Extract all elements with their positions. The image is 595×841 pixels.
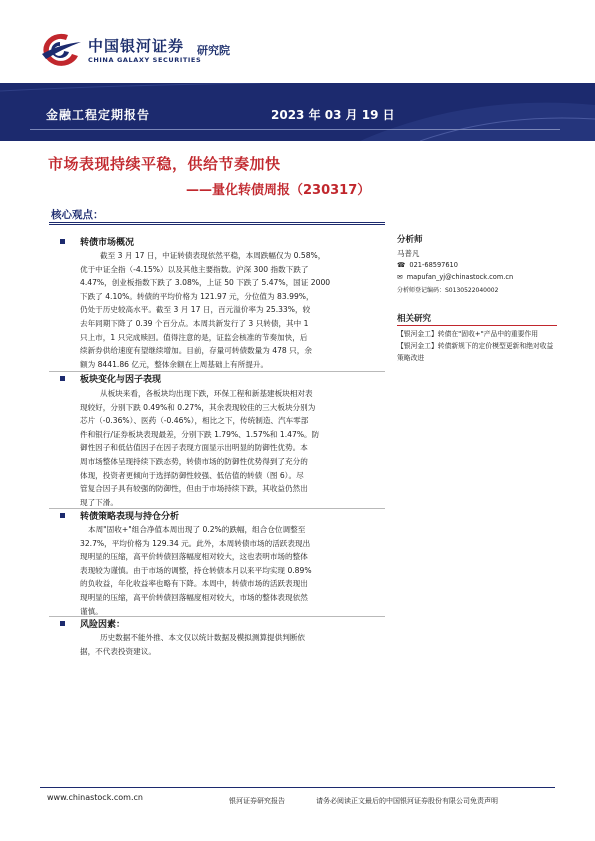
related-research-item[interactable]: 【银河金工】转债新规下的定价模型更新和绝对收益策略改进 [397,342,554,362]
analyst-phone: 021-68597610 [409,261,458,269]
footer-rule [40,787,555,788]
analyst-label: 分析师 [397,235,423,245]
header-banner [0,83,595,141]
email-icon: ✉ [397,273,403,281]
body-line: 截至 3 月 17 日，中证转债表现依然平稳，本周跌幅仅为 0.58%， [100,251,326,260]
section-bullet-icon [60,239,65,244]
body-line: 现明显的压缩，高平价转债回落幅度相对较大，这也表明市场的整体 [80,552,308,562]
body-line: 续新券供给速度有望继续增加。目前，存量可转债数量为 478 只，余 [80,346,312,356]
body-line: 4.47%，创业板指数下跌了 3.08%，上证 50 下跌了 5.47%，国证 2000 [80,278,331,288]
body-line: 体现，投资者更倾向于选择防御性较强、低估值的转债（图 6）。尽 [80,470,304,480]
body-line: 御性因子和低估值因子在因子表现方面显示出明显的防御性优势。本 [80,443,308,453]
body-line: 只上市，1 只完成赎回。值得注意的是，证监会核准的节奏加快，后 [80,332,308,342]
body-line: 谨慎。 [80,606,103,616]
related-rule [397,325,557,326]
banner-rule [30,129,560,130]
footer-series: 银河证券研究报告 [229,797,285,805]
body-line: 从板块来看，各板块均出现下跌，环保工程和新基建板块相对表 [100,389,313,398]
section-heading-sectors: 板块变化与因子表现 [80,375,162,385]
section-body-sectors [80,387,383,509]
body-line: 现明显的压缩，高平价转债回落幅度相对较大，市场的整体表现依然 [80,592,308,602]
footer-website-link[interactable]: www.chinastock.com.cn [47,793,143,802]
body-line: 现较好，分别下跌 0.49%和 0.27%，其余表现较佳的三大板块分别为 [80,402,316,412]
institute-label: 研究院 [197,44,230,57]
analyst-phone-row [397,261,458,269]
section-bullet-icon [60,513,65,518]
core-rule [49,222,385,223]
body-line: 优于中证全指（-4.15%）以及其他主要指数。沪深 300 指数下跌了 [80,264,309,274]
footer-disclaimer: 请务必阅读正文最后的中国银河证券股份有限公司免责声明 [316,797,498,805]
section-heading-market: 转债市场概况 [80,238,135,248]
body-line: 本周"固收+"组合净值本周出现了 0.2%的跌幅，组合仓位调整至 [88,525,306,534]
core-views-label: 核心观点： [51,209,104,221]
body-line: 历史数据不能外推、本文仅以统计数据及模拟测算提供判断依 [100,633,306,642]
core-rule-2 [49,224,385,225]
report-subtitle: ——量化转债周报（230317） [186,183,371,198]
body-line: 额为 8441.86 亿元，整体余额在上周基础上有所提升。 [80,359,269,369]
body-line: 下跌了 4.10%。转债的平均价格为 121.97 元，分位值为 83.99%， [80,291,314,301]
body-line: 仍处于历史较高水平。截至 3 月 17 日，百元溢价率为 25.33%，较 [80,305,311,315]
body-line: 32.7%，平均价格为 129.34 元。此外，本周转债市场的活跃表现出 [80,538,311,548]
section-heading-strategy: 转债策略表现与持仓分析 [80,512,180,522]
brand-name-cn: 中国银河证券 [88,37,185,55]
body-line: 据，不代表投资建议。 [80,646,156,656]
galaxy-logo-icon [38,30,82,70]
body-line: 管复合因子具有较强的防御性，但由于市场持续下跌，其收益仍然出 [80,484,308,494]
brand-name-en: CHINA GALAXY SECURITIES [88,56,202,64]
body-line: 周市场整体呈现持续下跌态势，转债市场的防御性优势得到了充分的 [80,456,308,466]
analyst-name: 马普凡 [397,249,420,258]
report-date: 2023 年 03 月 19 日 [271,108,395,122]
report-type: 金融工程定期报告 [46,108,151,122]
analyst-email-row [397,273,513,281]
body-line: 去年同期下降了 0.39 个百分点。本周共新发行了 3 只转债，其中 1 [80,318,309,328]
body-line: 的负收益，年化收益率也略有下降。本周中，转债市场的活跃表现出 [80,579,308,589]
related-research-label: 相关研究 [397,314,432,324]
section-body-market [80,249,383,371]
section-body-risk [80,631,383,658]
related-research-item[interactable]: 【银河金工】转债在"固收+"产品中的重要作用 [397,330,539,338]
body-line: 表现较为谨慎。由于市场的调整，持仓转债本月以来平均实现 0.89% [80,565,312,575]
body-line: 现了下滑。 [80,497,118,507]
analyst-registration: 分析师登记编码：S0130522040002 [397,287,499,294]
section-bullet-icon [60,621,65,626]
section-bullet-icon [60,376,65,381]
body-line: 芯片（-0.36%）、医药（-0.46%），相比之下，传统制造、汽车零部 [80,416,309,426]
section-body-strategy [80,523,383,618]
analyst-email[interactable]: mapufan_yj@chinastock.com.cn [406,273,514,281]
section-heading-risk: 风险因素： [80,620,126,630]
phone-icon: ☎ [397,261,406,269]
report-title: 市场表现持续平稳，供给节奏加快 [48,155,281,173]
body-line: 件和银行/证券板块表现最差，分别下跌 1.79%、1.57%和 1.47%。防 [80,429,320,439]
